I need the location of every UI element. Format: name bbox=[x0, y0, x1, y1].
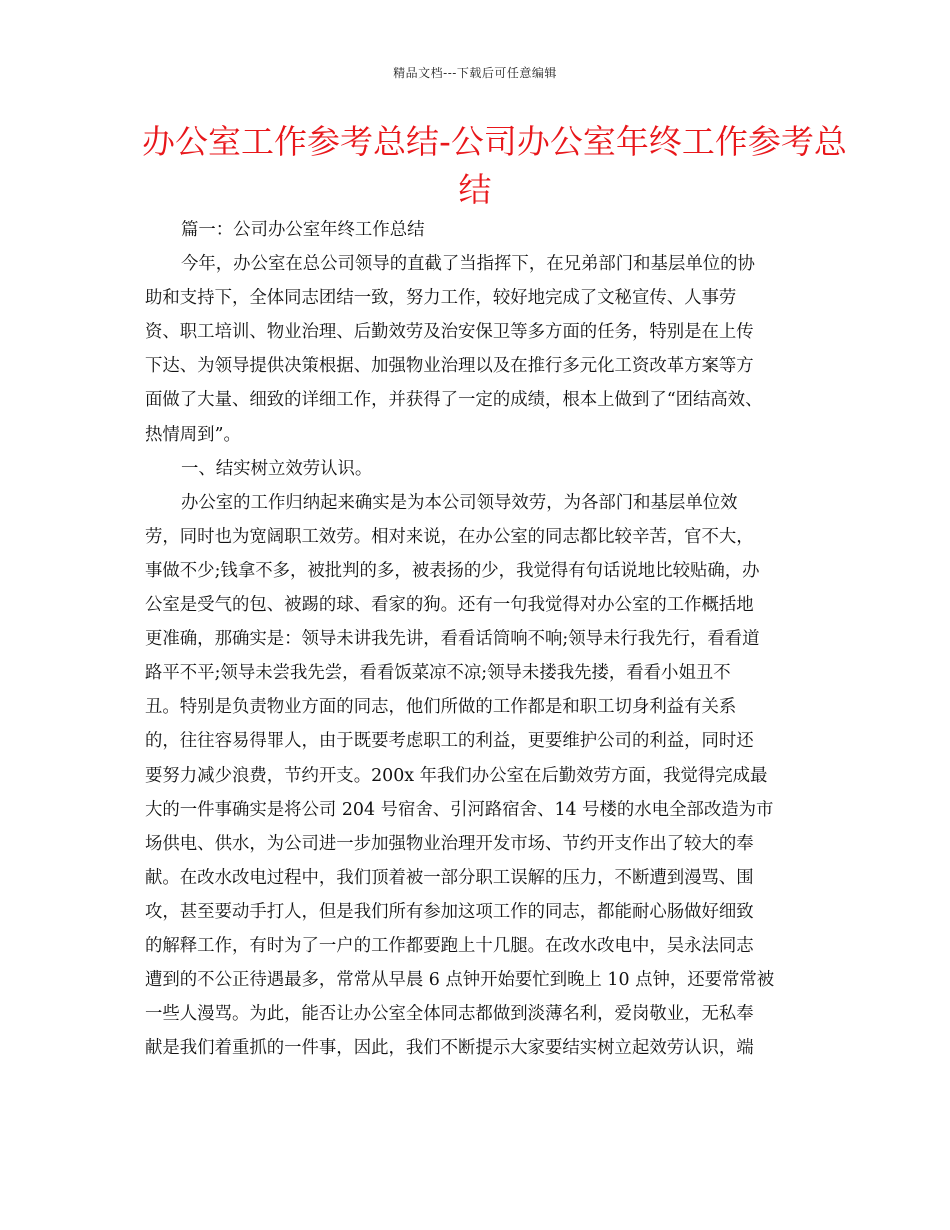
body-line: 篇一：公司办公室年终工作总结 bbox=[181, 220, 425, 240]
body-line: 更准确，那确实是：领导未讲我先讲，看看话筒响不响;领导未行我先行，看看道 bbox=[145, 629, 760, 650]
body-line: 公室是受气的包、被踢的球、看家的狗。还有一句我觉得对办公室的工作概括地 bbox=[145, 595, 754, 616]
body-line: 的，往往容易得罪人，由于既要考虑职工的利益，更要维护公司的利益，同时还 bbox=[145, 731, 754, 752]
body-line: 攻，甚至要动手打人，但是我们所有参加这项工作的同志，都能耐心肠做好细致 bbox=[145, 901, 754, 922]
body-line: 劳，同时也为宽阔职工效劳。相对来说，在办公室的同志都比较辛苦，官不大， bbox=[145, 526, 754, 547]
body-line: 献是我们着重抓的一件事，因此，我们不断提示大家要结实树立起效劳认识，端 bbox=[145, 1038, 754, 1059]
document-body bbox=[145, 213, 805, 1065]
document-title bbox=[142, 118, 847, 214]
body-line: 办公室的工作归纳起来确实是为本公司领导效劳，为各部门和基层单位效 bbox=[181, 492, 738, 513]
header-note: 精品文档---下载后可任意编辑 bbox=[393, 66, 557, 80]
body-line: 要努力减少浪费，节约开支。200x 年我们办公室在后勤效劳方面，我觉得完成最 bbox=[145, 765, 768, 786]
body-line: 大的一件事确实是将公司 204 号宿舍、引河路宿舍、14 号楼的水电全部改造为市 bbox=[145, 799, 774, 820]
title-line: 结 bbox=[458, 170, 492, 209]
body-line: 下达、为领导提供决策根据、加强物业治理以及在推行多元化工资改革方案等方 bbox=[145, 356, 754, 377]
body-line: 献。在改水改电过程中，我们顶着被一部分职工误解的压力，不断遭到漫骂、围 bbox=[145, 867, 754, 888]
body-line: 资、职工培训、物业治理、后勤效劳及治安保卫等多方面的任务，特别是在上传 bbox=[145, 322, 754, 343]
body-line: 事做不少;钱拿不多，被批判的多，被表扬的少，我觉得有句话说地比较贴确，办 bbox=[145, 560, 760, 581]
body-line: 面做了大量、细致的详细工作，并获得了一定的成绩，根本上做到了“团结高效、 bbox=[145, 390, 763, 411]
body-line: 热情周到”。 bbox=[145, 424, 241, 445]
body-line: 今年，办公室在总公司领导的直截了当指挥下，在兄弟部门和基层单位的协 bbox=[181, 254, 755, 275]
body-line: 一些人漫骂。为此，能否让办公室全体同志都做到淡薄名利，爱岗敬业，无私奉 bbox=[145, 1004, 754, 1025]
body-line: 一、结实树立效劳认识。 bbox=[181, 458, 373, 479]
body-line: 丑。特别是负责物业方面的同志，他们所做的工作都是和职工切身利益有关系 bbox=[145, 697, 737, 718]
body-line: 助和支持下，全体同志团结一致，努力工作，较好地完成了文秘宣传、人事劳 bbox=[145, 288, 737, 309]
title-line: 办公室工作参考总结-公司办公室年终工作参考总 bbox=[142, 122, 847, 161]
body-line: 场供电、供水，为公司进一步加强物业治理开发市场、节约开支作出了较大的奉 bbox=[145, 833, 754, 854]
body-line: 路平不平;领导未尝我先尝，看看饭菜凉不凉;领导未搂我先搂，看看小姐丑不 bbox=[145, 663, 731, 684]
body-line: 遭到的不公正待遇最多，常常从早晨 6 点钟开始要忙到晚上 10 点钟，还要常常被 bbox=[145, 970, 775, 991]
body-line: 的解释工作，有时为了一户的工作都要跑上十几腿。在改水改电中，吴永法同志 bbox=[145, 935, 754, 956]
